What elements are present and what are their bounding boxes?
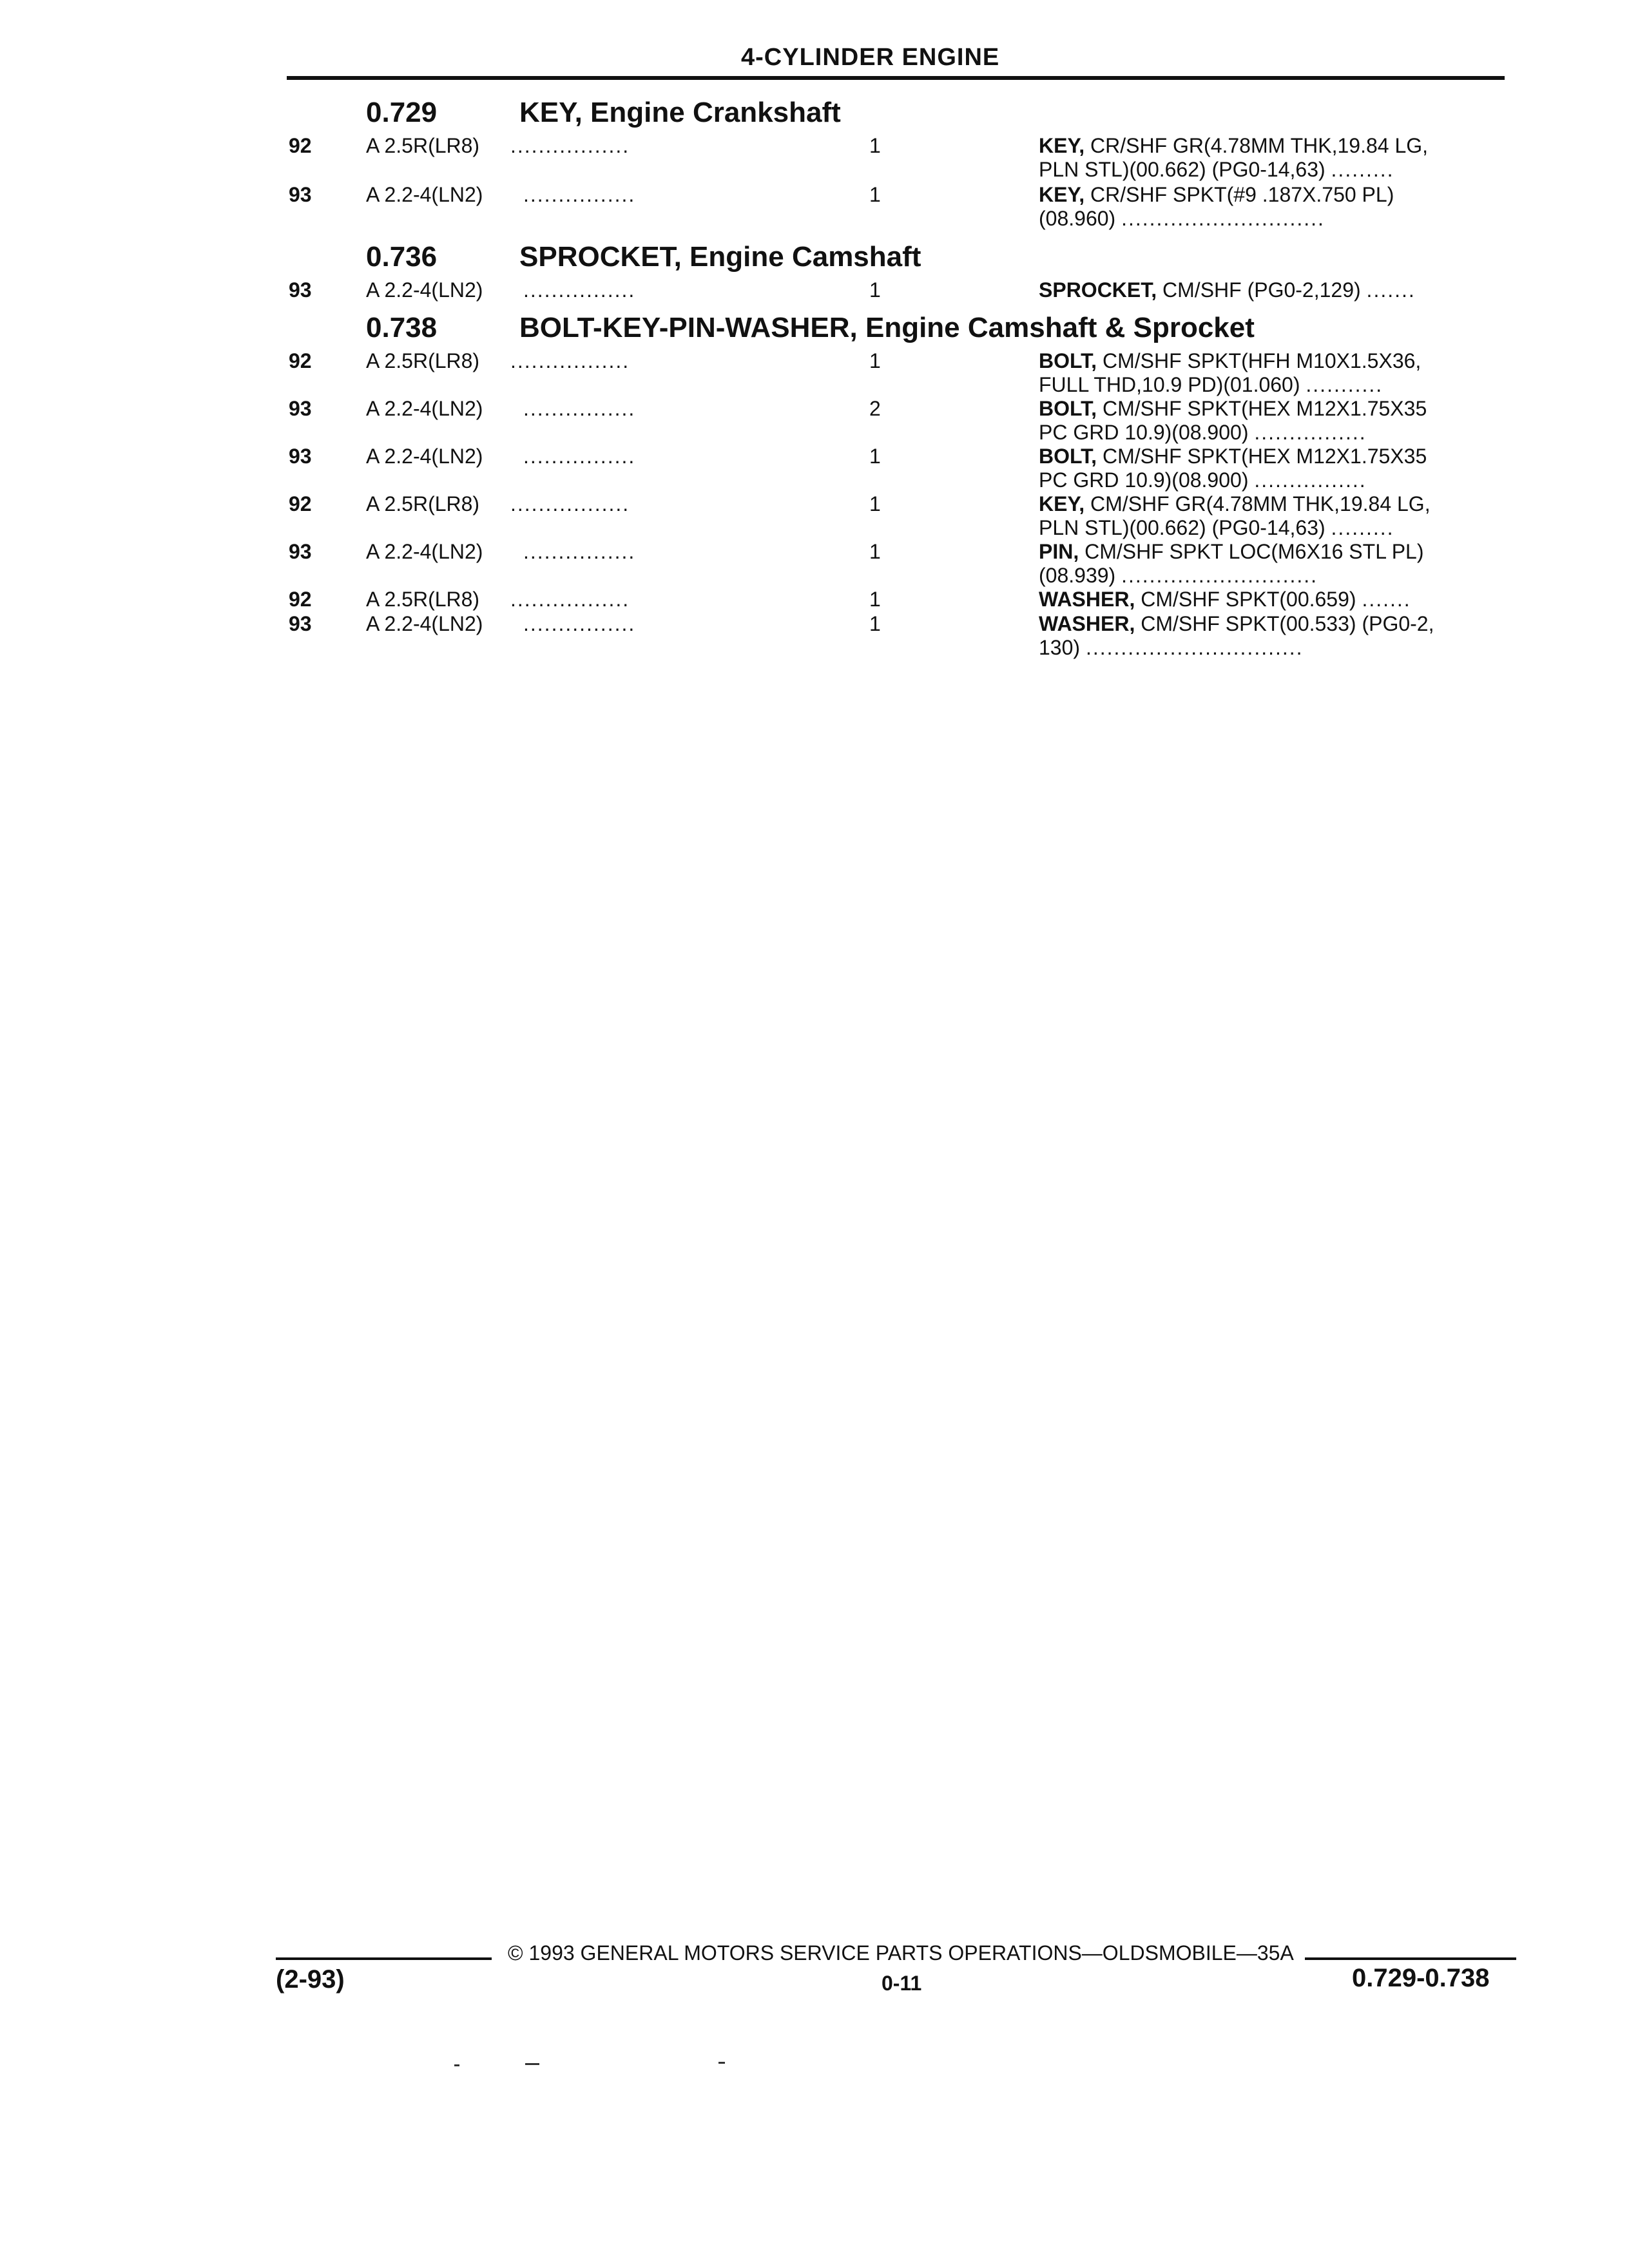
dot-leader: ................ xyxy=(523,612,636,635)
model-year: 93 xyxy=(289,612,312,635)
section-number: 0.736 xyxy=(366,241,438,273)
description-keyword: BOLT, xyxy=(1039,397,1097,420)
model-year: 93 xyxy=(289,278,312,302)
quantity: 1 xyxy=(869,492,881,515)
dot-leader: ................ xyxy=(523,540,636,563)
model-year: 93 xyxy=(289,540,312,563)
scan-speck xyxy=(525,2063,539,2065)
application: A 2.5R(LR8) xyxy=(366,492,480,515)
description-keyword: KEY, xyxy=(1039,134,1085,157)
description-text: CM/SHF SPKT(00.659) xyxy=(1141,588,1356,611)
description-keyword: KEY, xyxy=(1039,492,1085,515)
dot-leader: ................ xyxy=(523,278,636,302)
application: A 2.2-4(LN2) xyxy=(366,278,483,302)
description: KEY, CR/SHF GR(4.78MM THK,19.84 LG, PLN STL)(00.662) (PG0-14,63) ......... xyxy=(1039,134,1429,181)
dot-leader: ................. xyxy=(510,134,630,157)
application: A 2.2-4(LN2) xyxy=(366,183,483,206)
quantity: 2 xyxy=(869,397,881,420)
page-number: 0-11 xyxy=(882,1972,922,1995)
description: BOLT, CM/SHF SPKT(HEX M12X1.75X35 PC GRD 10.9)(08.900) ................ xyxy=(1039,445,1427,492)
quantity: 1 xyxy=(869,134,881,157)
scan-speck xyxy=(454,2064,459,2066)
section-title: KEY, Engine Crankshaft xyxy=(519,97,841,128)
description-keyword: SPROCKET, xyxy=(1039,278,1157,302)
model-year: 92 xyxy=(289,134,312,157)
model-year: 93 xyxy=(289,183,312,206)
quantity: 1 xyxy=(869,540,881,563)
description-text: CM/SHF SPKT(HEX M12X1.75X35 xyxy=(1102,445,1427,468)
description-keyword: BOLT, xyxy=(1039,445,1097,468)
description-text: CM/SHF SPKT LOC(M6X16 STL PL) xyxy=(1084,540,1424,563)
description-keyword: KEY, xyxy=(1039,183,1085,206)
description-text: CM/SHF SPKT(HEX M12X1.75X35 xyxy=(1102,397,1427,420)
footer-rule-right xyxy=(1305,1957,1516,1960)
description-text: (08.939) xyxy=(1039,564,1116,587)
model-year: 93 xyxy=(289,445,312,468)
description: BOLT, CM/SHF SPKT(HEX M12X1.75X35 PC GRD 10.9)(08.900) ................ xyxy=(1039,397,1427,444)
description-text: PC GRD 10.9)(08.900) xyxy=(1039,421,1249,444)
quantity: 1 xyxy=(869,349,881,372)
description-text: (08.960) xyxy=(1039,207,1116,230)
description: WASHER, CM/SHF SPKT(00.533) (PG0-2, 130) ............................... xyxy=(1039,612,1434,659)
model-year: 92 xyxy=(289,492,312,515)
description: BOLT, CM/SHF SPKT(HFH M10X1.5X36, FULL THD,10.9 PD)(01.060) ........... xyxy=(1039,349,1422,396)
copyright-notice: © 1993 GENERAL MOTORS SERVICE PARTS OPERATIONS—OLDSMOBILE—35A xyxy=(508,1941,1294,1965)
description-text: PLN STL)(00.662) (PG0-14,63) xyxy=(1039,158,1325,181)
application: A 2.2-4(LN2) xyxy=(366,540,483,563)
application: A 2.5R(LR8) xyxy=(366,134,480,157)
description-text: PLN STL)(00.662) (PG0-14,63) xyxy=(1039,516,1325,539)
dot-leader: ................. xyxy=(510,349,630,372)
scan-speck xyxy=(718,2062,725,2064)
application: A 2.2-4(LN2) xyxy=(366,612,483,635)
description-keyword: BOLT, xyxy=(1039,349,1097,372)
quantity: 1 xyxy=(869,183,881,206)
section-number: 0.729 xyxy=(366,97,438,128)
section-title: SPROCKET, Engine Camshaft xyxy=(519,241,921,273)
description-text: CM/SHF SPKT(00.533) (PG0-2, xyxy=(1141,612,1434,635)
description: SPROCKET, CM/SHF (PG0-2,129) ....... xyxy=(1039,278,1416,302)
footer-rule-left xyxy=(276,1957,492,1960)
description: KEY, CM/SHF GR(4.78MM THK,19.84 LG, PLN STL)(00.662) (PG0-14,63) ......... xyxy=(1039,492,1431,539)
description-keyword: WASHER, xyxy=(1039,612,1135,635)
description-text: CM/SHF GR(4.78MM THK,19.84 LG, xyxy=(1090,492,1431,515)
model-year: 92 xyxy=(289,349,312,372)
description-text: 130) xyxy=(1039,636,1081,659)
header-rule xyxy=(287,76,1505,80)
model-year: 92 xyxy=(289,588,312,611)
description-keyword: WASHER, xyxy=(1039,588,1135,611)
quantity: 1 xyxy=(869,588,881,611)
section-number: 0.738 xyxy=(366,312,438,343)
dot-leader: ................ xyxy=(523,397,636,420)
dot-leader: ................ xyxy=(523,445,636,468)
section-title: BOLT-KEY-PIN-WASHER, Engine Camshaft & Sprocket xyxy=(519,312,1255,343)
description-text: FULL THD,10.9 PD)(01.060) xyxy=(1039,373,1300,396)
dot-leader: ................. xyxy=(510,588,630,611)
dot-leader: ................ xyxy=(523,183,636,206)
description-text: CR/SHF SPKT(#9 .187X.750 PL) xyxy=(1090,183,1394,206)
application: A 2.5R(LR8) xyxy=(366,349,480,372)
description-text: PC GRD 10.9)(08.900) xyxy=(1039,468,1249,492)
description-text: CM/SHF SPKT(HFH M10X1.5X36, xyxy=(1102,349,1422,372)
description-keyword: PIN, xyxy=(1039,540,1079,563)
description-text: CM/SHF (PG0-2,129) xyxy=(1162,278,1361,302)
revision-date: (2-93) xyxy=(276,1965,345,1994)
quantity: 1 xyxy=(869,445,881,468)
dot-leader: ................. xyxy=(510,492,630,515)
model-year: 93 xyxy=(289,397,312,420)
application: A 2.2-4(LN2) xyxy=(366,397,483,420)
application: A 2.5R(LR8) xyxy=(366,588,480,611)
description-text: CR/SHF GR(4.78MM THK,19.84 LG, xyxy=(1090,134,1429,157)
description: PIN, CM/SHF SPKT LOC(M6X16 STL PL) (08.939) ............................ xyxy=(1039,540,1424,587)
quantity: 1 xyxy=(869,278,881,302)
description: WASHER, CM/SHF SPKT(00.659) ....... xyxy=(1039,588,1411,611)
quantity: 1 xyxy=(869,612,881,635)
section-range: 0.729-0.738 xyxy=(1352,1964,1490,1992)
page-title: 4-CYLINDER ENGINE xyxy=(741,44,1000,71)
application: A 2.2-4(LN2) xyxy=(366,445,483,468)
description: KEY, CR/SHF SPKT(#9 .187X.750 PL) (08.960) ............................. xyxy=(1039,183,1394,230)
